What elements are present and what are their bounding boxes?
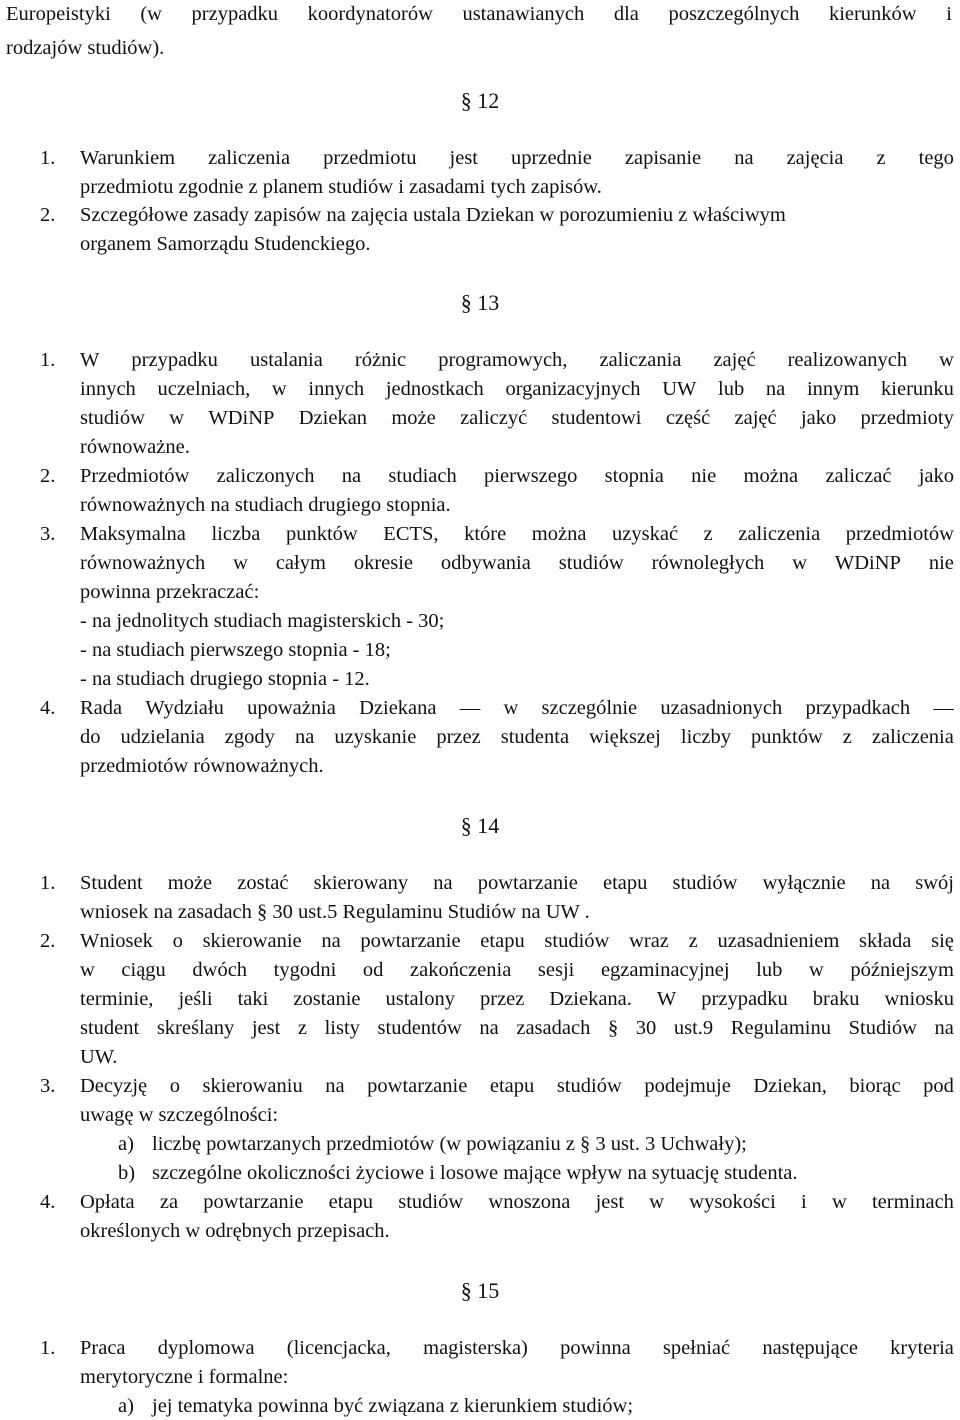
s15-p1-number: 1. <box>40 1337 56 1359</box>
s13-p3-line-1: Maksymalna liczba punktów ECTS, które można uzyskać z zaliczenia przedmiotów <box>80 523 954 545</box>
s14-p4-line-1: Opłata za powtarzanie etapu studiów wnoszona jest w wysokości i w terminach <box>80 1191 954 1213</box>
s13-p4-line-1: Rada Wydziału upoważnia Dziekana — w szczególnie uzasadnionych przypadkach — <box>80 697 954 719</box>
s13-p1-line-3: studiów w WDiNP Dziekan może zaliczyć studentowi część zajęć jako przedmioty <box>80 407 954 429</box>
s13-p1-number: 1. <box>40 349 56 371</box>
section-13-heading: § 13 <box>460 290 500 315</box>
s13-p4-number: 4. <box>40 697 56 719</box>
s13-p3-list-item-1: - na jednolitych studiach magisterskich - 30; <box>80 610 445 632</box>
s15-p1-line-2: merytoryczne i formalne: <box>80 1366 289 1388</box>
section-15-heading: § 15 <box>460 1278 500 1303</box>
s13-p4-line-2: do udzielania zgody na uzyskanie przez studenta większej liczby punktów z zaliczenia <box>80 726 954 748</box>
s15-p1-line-1: Praca dyplomowa (licencjacka, magisterska) powinna spełniać następujące kryteria <box>80 1337 954 1359</box>
s14-p1-line-1: Student może zostać skierowany na powtarzanie etapu studiów wyłącznie na swój <box>80 872 954 894</box>
s14-p3-item-a-text: liczbę powtarzanych przedmiotów (w powiązaniu z § 3 ust. 3 Uchwały); <box>152 1133 747 1155</box>
s13-p1-line-2: innych uczelniach, w innych jednostkach organizacyjnych UW lub na innym kierunku <box>80 378 954 400</box>
s13-p3-line-3: powinna przekraczać: <box>80 581 260 603</box>
s14-p2-line-3: terminie, jeśli taki zostanie ustalony przez Dziekana. W przypadku braku wniosku <box>80 988 954 1010</box>
s13-p2-number: 2. <box>40 465 56 487</box>
s14-p2-line-4: student skreślany jest z listy studentów na zasadach § 30 ust.9 Regulaminu Studiów na <box>80 1017 954 1039</box>
s14-p3-item-b-label: b) <box>118 1162 136 1184</box>
s15-p1-item-a-text: jej tematyka powinna być związana z kierunkiem studiów; <box>152 1395 634 1417</box>
s14-p2-number: 2. <box>40 930 56 952</box>
intro-line-2: rodzajów studiów). <box>6 37 165 59</box>
s13-p2-line-1: Przedmiotów zaliczonych na studiach pierwszego stopnia nie można zaliczać jako <box>80 465 954 487</box>
s14-p1-number: 1. <box>40 872 56 894</box>
s13-p1-line-4: równoważne. <box>80 436 190 458</box>
section-12-heading: § 12 <box>460 88 500 113</box>
intro-line-1: Europeistyki (w przypadku koordynatorów ustanawianych dla poszczególnych kierunków i <box>6 3 952 25</box>
s14-p2-line-5: UW. <box>80 1046 118 1068</box>
s12-p1-line-2: przedmiotu zgodnie z planem studiów i zasadami tych zapisów. <box>80 176 602 198</box>
s15-p1-item-a-label: a) <box>118 1395 134 1417</box>
s13-p1-line-1: W przypadku ustalania różnic programowych, zaliczania zajęć realizowanych w <box>80 349 954 371</box>
s14-p3-line-1: Decyzję o skierowaniu na powtarzanie etapu studiów podejmuje Dziekan, biorąc pod <box>80 1075 954 1097</box>
s14-p2-line-2: w ciągu dwóch tygodni od zakończenia sesji egzaminacyjnej lub w późniejszym <box>80 959 954 981</box>
s14-p3-item-a-label: a) <box>118 1133 134 1155</box>
s14-p3-number: 3. <box>40 1075 56 1097</box>
s14-p1-line-2: wniosek na zasadach § 30 ust.5 Regulaminu Studiów na UW . <box>80 901 590 923</box>
s14-p3-item-b-text: szczególne okoliczności życiowe i losowe mające wpływ na sytuację studenta. <box>152 1162 798 1184</box>
s14-p4-line-2: określonych w odrębnych przepisach. <box>80 1220 390 1242</box>
s13-p3-line-2: równoważnych w całym okresie odbywania studiów równoległych w WDiNP nie <box>80 552 954 574</box>
s14-p3-line-2: uwagę w szczególności: <box>80 1104 279 1126</box>
s14-p2-line-1: Wniosek o skierowanie na powtarzanie etapu studiów wraz z uzasadnieniem składa się <box>80 930 954 952</box>
s12-p2-line-1: Szczegółowe zasady zapisów na zajęcia ustala Dziekan w porozumieniu z właściwym <box>80 204 786 226</box>
s12-p1-line-1: Warunkiem zaliczenia przedmiotu jest uprzednie zapisanie na zajęcia z tego <box>80 147 954 169</box>
s14-p4-number: 4. <box>40 1191 56 1213</box>
s13-p3-list-item-3: - na studiach drugiego stopnia - 12. <box>80 668 370 690</box>
s13-p3-number: 3. <box>40 523 56 545</box>
s12-p1-number: 1. <box>40 147 56 169</box>
section-14-heading: § 14 <box>460 813 500 838</box>
s13-p4-line-3: przedmiotów równoważnych. <box>80 755 324 777</box>
s12-p2-line-2: organem Samorządu Studenckiego. <box>80 233 371 255</box>
s12-p2-number: 2. <box>40 204 56 226</box>
s13-p3-list-item-2: - na studiach pierwszego stopnia - 18; <box>80 639 391 661</box>
s13-p2-line-2: równoważnych na studiach drugiego stopnia. <box>80 494 451 516</box>
